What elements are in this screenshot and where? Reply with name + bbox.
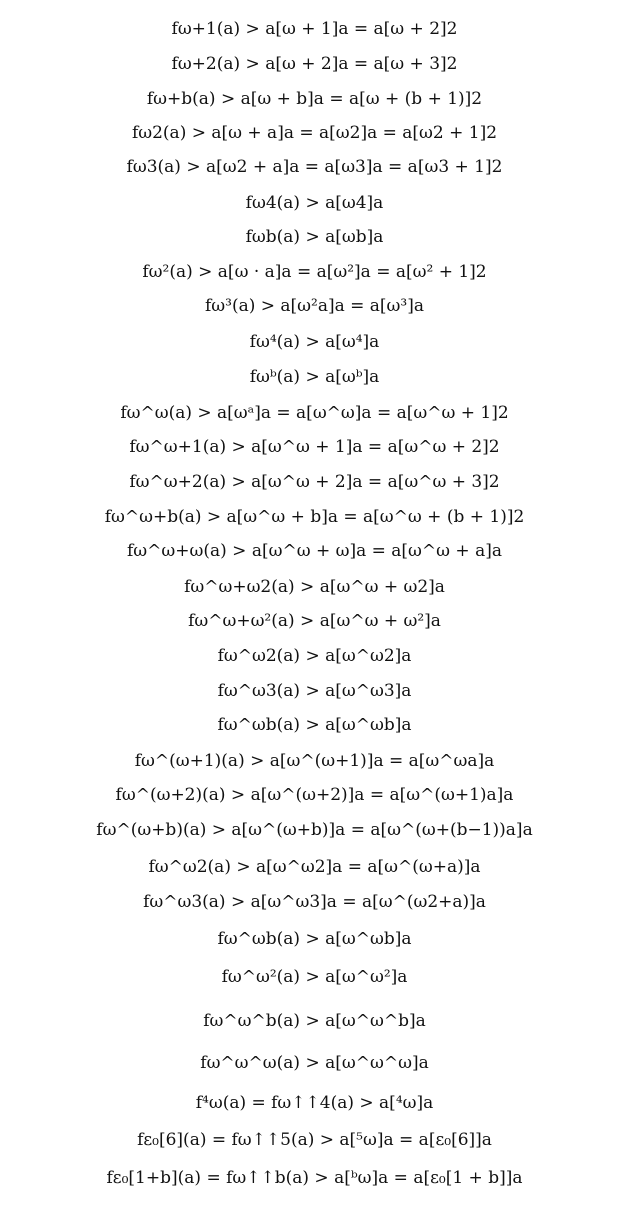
equation-line: fωᵇ(a) > a[ωᵇ]a — [249, 367, 380, 387]
equation-line: fω2(a) > a[ω + a]a = a[ω2]a = a[ω2 + 1]2 — [131, 123, 498, 143]
equation-line: fω^ω3(a) > a[ω^ω3]a = a[ω^(ω2+a)]a — [143, 892, 486, 912]
equation-line: fε₀[1+b](a) = fω↑↑b(a) > a[ᵇω]a = a[ε₀[1 + b]]a — [106, 1168, 523, 1188]
equation-line: f⁴ω(a) = fω↑↑4(a) > a[⁴ω]a — [195, 1093, 434, 1113]
equation-line: fω^ωb(a) > a[ω^ωb]a — [217, 715, 412, 735]
equation-line: fω^ω2(a) > a[ω^ω2]a — [217, 646, 412, 666]
equation-line: fω^ω+b(a) > a[ω^ω + b]a = a[ω^ω + (b + 1)]2 — [104, 507, 525, 527]
equation-line: fω+b(a) > a[ω + b]a = a[ω + (b + 1)]2 — [146, 89, 483, 109]
equation-line: fω^(ω+b)(a) > a[ω^(ω+b)]a = a[ω^(ω+(b−1))a]a — [96, 820, 533, 840]
equation-line: fω+2(a) > a[ω + 2]a = a[ω + 3]2 — [171, 54, 458, 74]
equation-line: fω3(a) > a[ω2 + a]a = a[ω3]a = a[ω3 + 1]2 — [126, 157, 503, 177]
equation-line: fω^ω²(a) > a[ω^ω²]a — [221, 967, 408, 987]
equation-line: fω^ω+ω(a) > a[ω^ω + ω]a = a[ω^ω + a]a — [127, 541, 502, 561]
equation-line: fω^(ω+2)(a) > a[ω^(ω+2)]a = a[ω^(ω+1)a]a — [115, 785, 514, 805]
equation-line: fω^ω+ω²(a) > a[ω^ω + ω²]a — [188, 611, 441, 631]
equation-line: fω^ωb(a) > a[ω^ωb]a — [217, 929, 412, 949]
equation-line: fε₀[6](a) = fω↑↑5(a) > a[⁵ω]a = a[ε₀[6]]a — [137, 1130, 492, 1150]
equation-line: fω^ω2(a) > a[ω^ω2]a = a[ω^(ω+a)]a — [148, 857, 481, 877]
equation-line: fω³(a) > a[ω²a]a = a[ω³]a — [204, 296, 425, 316]
equation-line: fω⁴(a) > a[ω⁴]a — [249, 332, 380, 352]
equation-line: fω+1(a) > a[ω + 1]a = a[ω + 2]2 — [171, 19, 458, 39]
equation-line: fω^(ω+1)(a) > a[ω^(ω+1)]a = a[ω^ωa]a — [134, 751, 495, 771]
equation-line: fω^ω+2(a) > a[ω^ω + 2]a = a[ω^ω + 3]2 — [129, 472, 500, 492]
equation-line: fω^ω+1(a) > a[ω^ω + 1]a = a[ω^ω + 2]2 — [129, 437, 500, 457]
equation-line: fωb(a) > a[ωb]a — [245, 227, 384, 247]
equation-line: fω^ω^ω(a) > a[ω^ω^ω]a — [200, 1053, 429, 1073]
equation-line: fω^ω3(a) > a[ω^ω3]a — [217, 681, 412, 701]
equation-line: fω^ω(a) > a[ωᵃ]a = a[ω^ω]a = a[ω^ω + 1]2 — [120, 403, 509, 423]
equation-line: fω4(a) > a[ω4]a — [245, 193, 384, 213]
equation-line: fω²(a) > a[ω · a]a = a[ω²]a = a[ω² + 1]2 — [142, 262, 487, 282]
equation-line: fω^ω+ω2(a) > a[ω^ω + ω2]a — [184, 577, 445, 597]
equation-line: fω^ω^b(a) > a[ω^ω^b]a — [203, 1011, 426, 1031]
